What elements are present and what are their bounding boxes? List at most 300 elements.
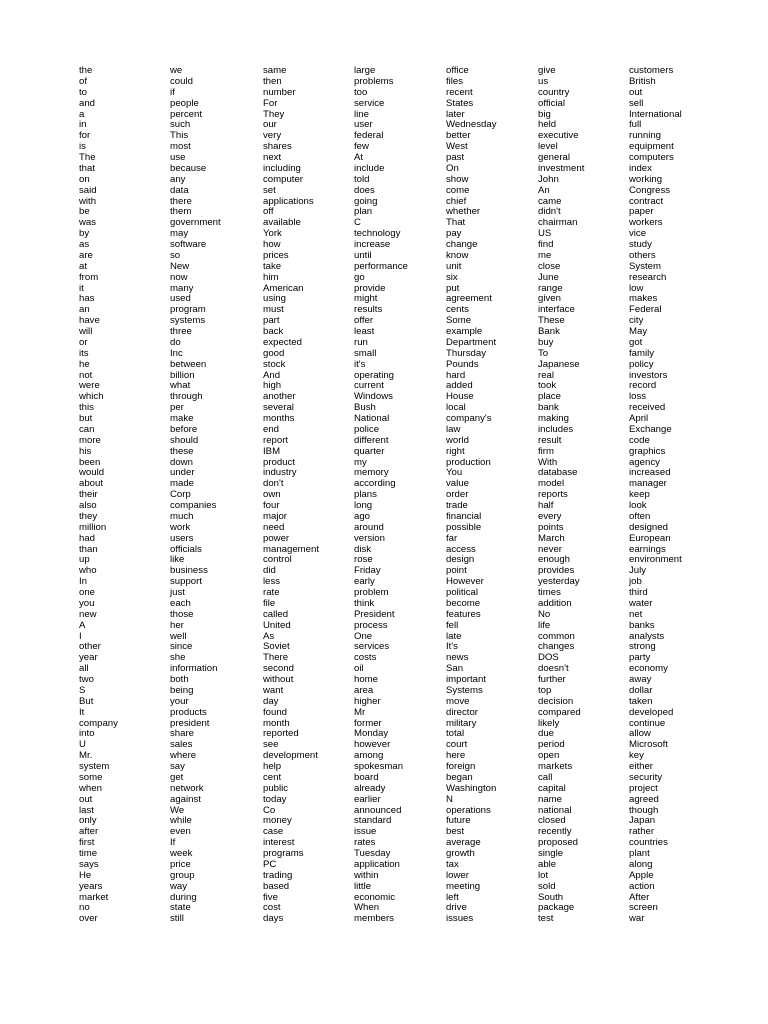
- word-item: case: [263, 826, 284, 838]
- word-item: An: [538, 184, 550, 196]
- word-item: and: [79, 97, 96, 109]
- word-item: was: [79, 217, 97, 229]
- word-item: May: [629, 326, 648, 337]
- word-item: more: [79, 434, 101, 446]
- word-item: these: [170, 445, 194, 457]
- word-item: One: [354, 630, 373, 642]
- word-item: military: [446, 717, 477, 729]
- word-item: growth: [446, 848, 475, 859]
- word-item: several: [263, 402, 294, 414]
- word-item: people: [170, 97, 199, 109]
- word-item: service: [354, 97, 385, 109]
- word-item: become: [446, 597, 481, 609]
- word-item: real: [538, 369, 554, 381]
- word-item: its: [79, 347, 89, 359]
- word-item: services: [354, 641, 390, 653]
- word-item: already: [354, 782, 386, 794]
- word-item: cost: [263, 902, 281, 914]
- word-item: give: [538, 65, 556, 76]
- word-item: work: [170, 521, 191, 533]
- word-item: still: [170, 913, 184, 925]
- word-item: put: [446, 282, 460, 294]
- word-item: per: [170, 402, 184, 414]
- word-item: price: [170, 858, 191, 870]
- word-item: their: [79, 489, 98, 501]
- word-item: July: [629, 565, 647, 577]
- word-item: Inc: [170, 347, 183, 359]
- word-item: rates: [354, 837, 376, 849]
- word-item: did: [263, 565, 276, 577]
- word-item: sold: [538, 880, 556, 892]
- word-item: group: [170, 869, 195, 881]
- word-item: range: [538, 282, 563, 294]
- word-item: said: [79, 184, 97, 196]
- word-item: European: [629, 532, 671, 544]
- word-item: too: [354, 86, 368, 98]
- word-item: general: [538, 152, 571, 163]
- word-item: British: [629, 75, 656, 87]
- word-item: public: [263, 782, 289, 794]
- word-item: least: [354, 326, 375, 337]
- word-item: president: [170, 717, 210, 729]
- word-item: held: [538, 119, 557, 131]
- word-item: That: [446, 217, 466, 229]
- word-item: However: [446, 576, 484, 588]
- word-item: them: [170, 206, 192, 218]
- word-item: every: [538, 510, 562, 522]
- word-item: It's: [446, 641, 458, 653]
- word-item: product: [263, 456, 295, 468]
- word-item: design: [446, 554, 475, 566]
- word-item: lot: [538, 869, 549, 881]
- word-item: half: [538, 500, 554, 511]
- word-item: For: [263, 97, 278, 109]
- word-item: office: [446, 65, 469, 76]
- word-item: IBM: [263, 445, 281, 457]
- word-item: common: [538, 630, 575, 642]
- word-item: few: [354, 141, 369, 153]
- word-item: March: [538, 532, 565, 544]
- word-item: that: [79, 162, 96, 174]
- word-item: got: [629, 336, 643, 348]
- word-item: strong: [629, 641, 656, 653]
- word-item: his: [79, 445, 92, 457]
- word-item: trading: [263, 869, 293, 881]
- word-item: line: [354, 108, 369, 120]
- word-item: drive: [446, 902, 467, 914]
- word-item: production: [446, 456, 491, 468]
- word-item: access: [446, 543, 476, 555]
- word-item: computers: [629, 152, 674, 163]
- word-item: before: [170, 423, 198, 435]
- word-item: the: [79, 65, 93, 76]
- word-item: well: [170, 630, 187, 642]
- word-item: through: [170, 391, 203, 403]
- word-item: But: [79, 695, 94, 707]
- word-item: Windows: [354, 391, 393, 403]
- word-item: it: [79, 282, 84, 294]
- word-item: users: [170, 532, 194, 544]
- word-item: system: [79, 761, 110, 772]
- word-item: doesn't: [538, 663, 569, 675]
- word-item: making: [538, 413, 569, 424]
- word-item: called: [263, 608, 289, 620]
- word-item: where: [170, 750, 197, 762]
- word-item: only: [79, 815, 97, 827]
- word-item: changes: [538, 641, 575, 653]
- word-item: Bank: [538, 326, 560, 337]
- word-column-4: [354, 66, 408, 925]
- word-item: S: [79, 684, 86, 696]
- word-item: performance: [354, 260, 408, 272]
- word-item: important: [446, 674, 486, 685]
- word-item: each: [170, 597, 191, 609]
- word-item: increased: [629, 467, 671, 479]
- word-item: between: [170, 358, 207, 370]
- word-item: also: [79, 500, 97, 511]
- word-item: were: [79, 380, 100, 392]
- word-column-5: [446, 66, 497, 925]
- word-item: under: [170, 467, 195, 479]
- word-item: And: [263, 369, 281, 381]
- word-item: another: [263, 391, 296, 403]
- word-item: process: [354, 619, 388, 631]
- word-item: of: [79, 75, 88, 87]
- word-item: cent: [263, 771, 282, 783]
- word-item: other: [79, 641, 101, 653]
- word-item: To: [538, 347, 549, 359]
- word-item: if: [170, 86, 175, 98]
- word-item: Apple: [629, 869, 654, 881]
- word-item: Corp: [170, 489, 191, 501]
- word-item: added: [446, 380, 473, 392]
- word-item: based: [263, 880, 290, 892]
- word-item: We: [170, 804, 185, 816]
- word-item: one: [79, 587, 96, 598]
- word-item: Japan: [629, 815, 656, 827]
- word-item: but: [79, 413, 93, 424]
- word-item: power: [263, 532, 290, 544]
- word-item: she: [170, 652, 186, 664]
- word-item: total: [446, 728, 465, 740]
- word-item: recent: [446, 86, 473, 98]
- word-item: operating: [354, 369, 395, 381]
- word-item: economy: [629, 663, 668, 675]
- word-item: System: [629, 260, 661, 272]
- word-item: American: [263, 282, 304, 294]
- word-item: percent: [170, 108, 202, 120]
- word-item: months: [263, 413, 295, 424]
- word-item: costs: [354, 652, 377, 664]
- word-item: up: [79, 554, 90, 566]
- word-item: long: [354, 500, 373, 511]
- word-item: less: [263, 576, 281, 588]
- word-item: law: [446, 423, 461, 435]
- word-item: possible: [446, 521, 482, 533]
- word-item: area: [354, 684, 374, 696]
- word-item: decision: [538, 695, 574, 707]
- word-item: Congress: [629, 184, 671, 196]
- word-item: Soviet: [263, 641, 290, 653]
- word-item: so: [170, 249, 181, 261]
- word-item: times: [538, 587, 561, 598]
- word-item: increase: [354, 239, 391, 250]
- word-item: local: [446, 402, 466, 414]
- word-item: didn't: [538, 206, 561, 218]
- word-item: keep: [629, 489, 650, 501]
- word-item: because: [170, 162, 207, 174]
- word-item: Mr: [354, 706, 366, 718]
- word-item: equipment: [629, 141, 674, 153]
- word-item: Microsoft: [629, 739, 668, 751]
- word-item: will: [79, 326, 93, 337]
- word-item: products: [170, 706, 207, 718]
- word-item: five: [263, 891, 278, 903]
- word-item: operations: [446, 804, 491, 816]
- word-item: plan: [354, 206, 373, 218]
- word-item: future: [446, 815, 471, 827]
- word-item: interest: [263, 837, 295, 849]
- word-item: rather: [629, 826, 655, 838]
- word-item: need: [263, 521, 285, 533]
- word-item: including: [263, 162, 301, 174]
- word-item: some: [79, 771, 103, 783]
- word-item: policy: [629, 358, 654, 370]
- word-item: New: [170, 260, 190, 272]
- word-item: received: [629, 402, 666, 414]
- word-item: rate: [263, 587, 280, 598]
- word-item: should: [170, 434, 199, 446]
- word-item: application: [354, 858, 400, 870]
- word-item: water: [629, 597, 653, 609]
- word-item: after: [79, 826, 99, 838]
- word-item: here: [446, 750, 466, 762]
- word-item: loss: [629, 391, 647, 403]
- word-item: during: [170, 891, 197, 903]
- word-item: DOS: [538, 652, 559, 664]
- word-item: technology: [354, 228, 401, 240]
- word-item: prices: [263, 249, 289, 261]
- word-item: go: [354, 271, 365, 283]
- word-item: though: [629, 804, 659, 816]
- word-item: single: [538, 848, 564, 859]
- word-item: likely: [538, 717, 560, 729]
- word-item: get: [170, 771, 184, 783]
- word-item: has: [79, 293, 95, 305]
- word-item: result: [538, 434, 562, 446]
- word-item: foreign: [446, 761, 476, 772]
- word-item: company's: [446, 413, 492, 424]
- word-item: just: [170, 587, 185, 598]
- word-item: move: [446, 695, 470, 707]
- word-item: two: [79, 674, 94, 685]
- word-item: dollar: [629, 684, 653, 696]
- word-item: makes: [629, 293, 658, 305]
- word-item: You: [446, 467, 463, 479]
- word-item: Some: [446, 315, 472, 327]
- word-item: three: [170, 326, 192, 337]
- word-item: know: [446, 249, 469, 261]
- word-item: version: [354, 532, 385, 544]
- word-item: small: [354, 347, 377, 359]
- word-item: memory: [354, 467, 389, 479]
- word-item: at: [79, 260, 88, 272]
- word-item: past: [446, 152, 465, 163]
- word-item: police: [354, 423, 380, 435]
- word-item: reported: [263, 728, 299, 740]
- word-item: problems: [354, 75, 394, 87]
- word-item: what: [170, 380, 191, 392]
- word-item: provides: [538, 565, 575, 577]
- word-item: most: [170, 141, 191, 153]
- word-item: expected: [263, 336, 302, 348]
- word-item: June: [538, 271, 559, 283]
- word-item: Monday: [354, 728, 389, 740]
- word-item: like: [170, 554, 185, 566]
- word-item: open: [538, 750, 560, 762]
- word-item: At: [354, 152, 364, 163]
- word-item: financial: [446, 510, 482, 522]
- word-item: those: [170, 608, 194, 620]
- word-item: first: [79, 837, 95, 849]
- word-item: since: [170, 641, 193, 653]
- word-item: reports: [538, 489, 568, 501]
- word-item: package: [538, 902, 575, 914]
- word-item: along: [629, 858, 653, 870]
- word-item: control: [263, 554, 292, 566]
- word-item: data: [170, 184, 189, 196]
- word-item: Systems: [446, 684, 483, 696]
- word-item: share: [170, 728, 194, 740]
- word-item: tax: [446, 858, 459, 870]
- word-item: hard: [446, 369, 466, 381]
- word-item: value: [446, 478, 469, 490]
- word-item: files: [446, 75, 464, 87]
- word-item: action: [629, 880, 655, 892]
- word-item: report: [263, 434, 289, 446]
- word-item: month: [263, 717, 290, 729]
- word-item: No: [538, 608, 551, 620]
- word-item: States: [446, 97, 474, 109]
- word-item: by: [79, 228, 90, 240]
- word-item: executive: [538, 130, 579, 142]
- word-item: who: [79, 565, 97, 577]
- word-item: applications: [263, 195, 314, 207]
- word-item: taken: [629, 695, 653, 707]
- word-item: might: [354, 293, 378, 305]
- word-item: left: [446, 891, 459, 903]
- word-item: your: [170, 695, 189, 707]
- word-item: example: [446, 326, 483, 337]
- word-item: large: [354, 65, 376, 76]
- word-item: rose: [354, 554, 373, 566]
- word-item: workers: [629, 217, 663, 229]
- word-item: not: [79, 369, 93, 381]
- word-item: Co: [263, 804, 276, 816]
- word-item: interface: [538, 304, 575, 316]
- word-item: job: [629, 576, 642, 588]
- word-item: pay: [446, 228, 462, 240]
- word-item: offer: [354, 315, 374, 327]
- word-item: over: [79, 913, 98, 925]
- word-item: use: [170, 152, 186, 163]
- word-item: Exchange: [629, 423, 672, 435]
- word-item: vice: [629, 228, 647, 240]
- word-item: world: [446, 434, 469, 446]
- word-column-6: [538, 66, 584, 925]
- word-item: information: [170, 663, 218, 675]
- word-item: After: [629, 891, 650, 903]
- word-item: against: [170, 793, 201, 805]
- word-item: average: [446, 837, 481, 849]
- word-item: set: [263, 184, 276, 196]
- word-item: San: [446, 663, 464, 675]
- word-item: while: [170, 815, 192, 827]
- word-item: using: [263, 293, 286, 305]
- word-item: no: [79, 902, 90, 914]
- word-item: our: [263, 119, 277, 131]
- word-item: available: [263, 217, 301, 229]
- word-item: court: [446, 739, 468, 751]
- word-item: point: [446, 565, 467, 577]
- word-item: it's: [354, 358, 366, 370]
- word-item: show: [446, 173, 469, 185]
- word-item: end: [263, 423, 280, 435]
- word-item: N: [446, 793, 453, 805]
- word-item: today: [263, 793, 287, 805]
- word-item: shares: [263, 141, 292, 153]
- word-item: provide: [354, 282, 386, 294]
- word-item: officials: [170, 543, 202, 555]
- word-item: state: [170, 902, 191, 914]
- word-item: they: [79, 510, 98, 522]
- word-item: political: [446, 587, 478, 598]
- word-item: Wednesday: [446, 119, 497, 131]
- word-item: government: [170, 217, 221, 229]
- word-item: study: [629, 239, 652, 250]
- word-item: development: [263, 750, 318, 762]
- word-item: disk: [354, 543, 372, 555]
- word-item: official: [538, 97, 566, 109]
- word-item: third: [629, 587, 648, 598]
- word-item: features: [446, 608, 481, 620]
- word-item: can: [79, 423, 95, 435]
- word-item: me: [538, 249, 552, 261]
- word-item: may: [170, 228, 189, 240]
- word-item: PC: [263, 858, 277, 870]
- word-item: began: [446, 771, 473, 783]
- word-item: investment: [538, 162, 585, 174]
- word-item: don't: [263, 478, 284, 490]
- word-item: my: [354, 456, 367, 468]
- word-item: bank: [538, 402, 559, 414]
- word-item: then: [263, 75, 282, 87]
- word-item: him: [263, 271, 279, 283]
- word-item: file: [263, 597, 276, 609]
- word-item: must: [263, 304, 284, 316]
- word-item: U: [79, 739, 86, 751]
- word-item: how: [263, 239, 281, 250]
- word-item: being: [170, 684, 194, 696]
- word-item: about: [79, 478, 104, 490]
- word-item: last: [79, 804, 94, 816]
- word-item: major: [263, 510, 287, 522]
- word-item: given: [538, 293, 561, 305]
- word-item: companies: [170, 500, 217, 511]
- word-item: due: [538, 728, 555, 740]
- word-item: high: [263, 380, 282, 392]
- word-item: money: [263, 815, 292, 827]
